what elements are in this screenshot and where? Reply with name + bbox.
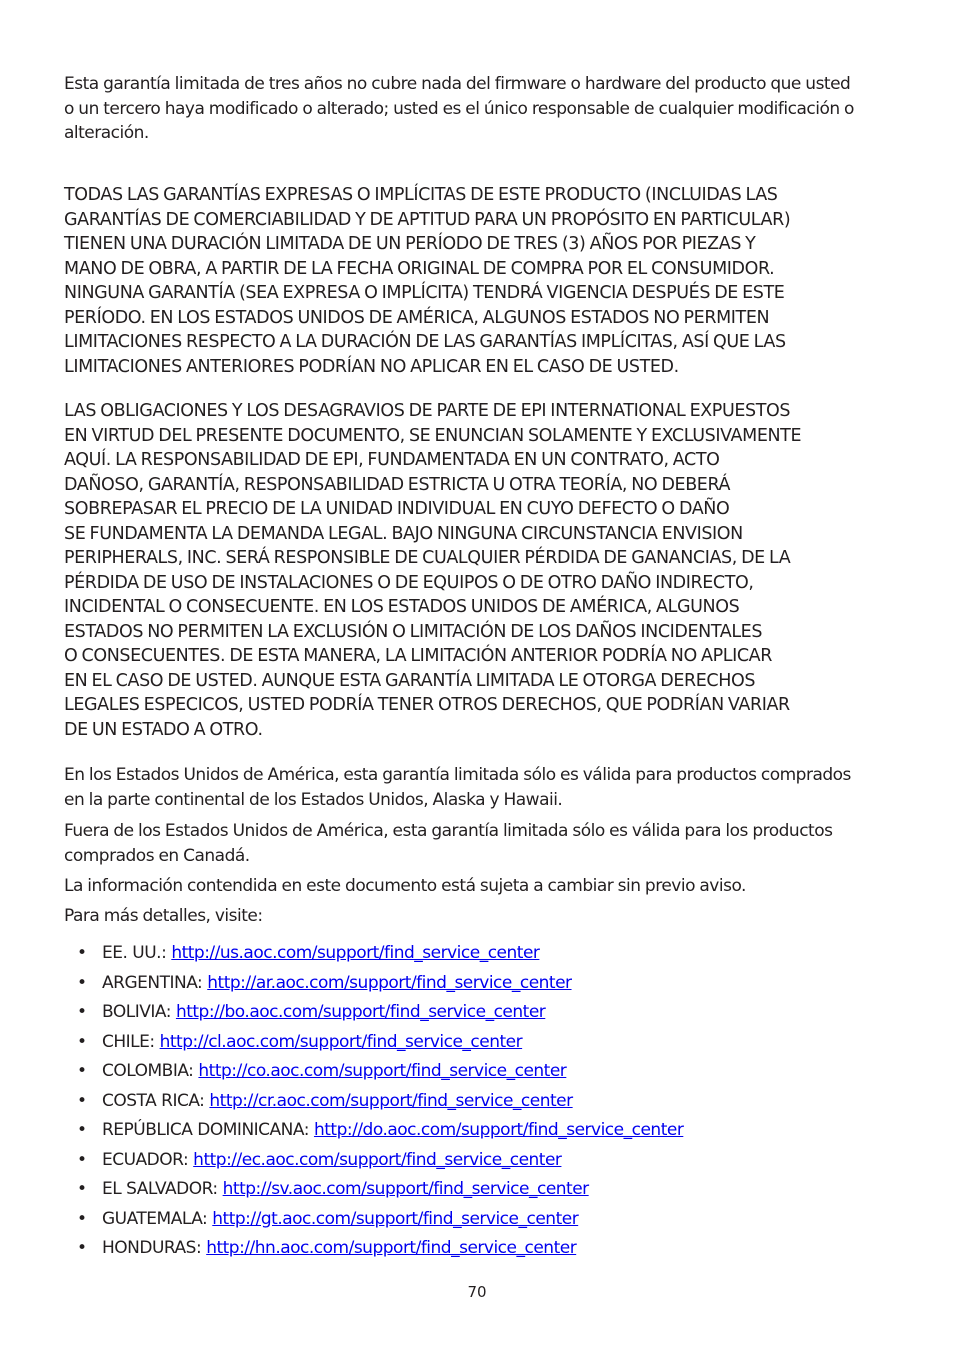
text-line: SE FUNDAMENTA LA DEMANDA LEGAL. BAJO NINGUNA CIRCUNSTANCIA ENVISION bbox=[64, 523, 743, 544]
text-line: LIMITACIONES ANTERIORES PODRÍAN NO APLICAR EN EL CASO DE USTED. bbox=[64, 356, 679, 377]
text-line: O CONSECUENTES. DE ESTA MANERA, LA LIMITACIÓN ANTERIOR PODRÍA NO APLICAR bbox=[64, 646, 772, 666]
bullet-icon: • bbox=[77, 1002, 87, 1022]
text-line: comprados en Canadá. bbox=[64, 845, 250, 866]
paragraph-more-details bbox=[64, 904, 892, 929]
list-item-chile bbox=[64, 1028, 892, 1058]
list-item-costa-rica bbox=[64, 1087, 892, 1117]
list-item-dominican-republic bbox=[64, 1116, 892, 1146]
text-line: La información contendida en este documento está sujeta a cambiar sin previo aviso. bbox=[64, 876, 746, 896]
country-label: COLOMBIA: bbox=[102, 1061, 194, 1081]
text-line: Esta garantía limitada de tres años no cubre nada del firmware o hardware del producto que usted bbox=[64, 74, 851, 94]
text-line: o un tercero haya modificado o alterado; usted es el único responsable de cualquier modificación o bbox=[64, 98, 854, 119]
service-center-link-bolivia[interactable]: http://bo.aoc.com/support/find_service_center bbox=[175, 1002, 546, 1022]
service-center-link-honduras[interactable]: http://hn.aoc.com/support/find_service_center bbox=[206, 1238, 577, 1258]
service-center-link-argentina[interactable]: http://ar.aoc.com/support/find_service_center bbox=[207, 972, 572, 993]
text-line: PÉRDIDA DE USO DE INSTALACIONES O DE EQUIPOS O DE OTRO DAÑO INDIRECTO, bbox=[64, 572, 754, 593]
list-item-us bbox=[64, 939, 892, 969]
bullet-icon: • bbox=[77, 972, 87, 993]
bullet-icon: • bbox=[77, 1090, 87, 1111]
text-line: LEGALES ESPECICOS, USTED PODRÍA TENER OTROS DERECHOS, QUE PODRÍAN VARIAR bbox=[64, 695, 790, 715]
text-line: EN EL CASO DE USTED. AUNQUE ESTA GARANTÍA LIMITADA LE OTORGA DERECHOS bbox=[64, 670, 756, 691]
text-line: AQUÍ. LA RESPONSABILIDAD DE EPI, FUNDAMENTADA EN UN CONTRATO, ACTO bbox=[64, 450, 720, 470]
paragraph-implied-warranties bbox=[64, 183, 892, 379]
text-line: PERÍODO. EN LOS ESTADOS UNIDOS DE AMÉRICA, ALGUNOS ESTADOS NO PERMITEN bbox=[64, 307, 770, 328]
text-line: PERIPHERALS, INC. SERÁ RESPONSIBLE DE CUALQUIER PÉRDIDA DE GANANCIAS, DE LA bbox=[64, 548, 791, 568]
text-line: DAÑOSO, GARANTÍA, RESPONSABILIDAD ESTRICTA U OTRA TEORÍA, NO DEBERÁ bbox=[64, 474, 731, 495]
country-label: CHILE: bbox=[102, 1031, 155, 1052]
list-item-colombia bbox=[64, 1057, 892, 1087]
text-line: DE UN ESTADO A OTRO. bbox=[64, 719, 263, 740]
text-line: LAS OBLIGACIONES Y LOS DESAGRAVIOS DE PARTE DE EPI INTERNATIONAL EXPUESTOS bbox=[64, 401, 791, 421]
bullet-icon: • bbox=[77, 1061, 87, 1081]
country-label: HONDURAS: bbox=[102, 1238, 202, 1258]
text-line: NINGUNA GARANTÍA (SEA EXPRESA O IMPLÍCITA) TENDRÁ VIGENCIA DESPUÉS DE ESTE bbox=[64, 283, 785, 303]
text-line: En los Estados Unidos de América, esta garantía limitada sólo es válida para productos comprados bbox=[64, 765, 851, 785]
list-item-guatemala bbox=[64, 1205, 892, 1235]
list-item-ecuador bbox=[64, 1146, 892, 1176]
country-label: ECUADOR: bbox=[102, 1149, 189, 1170]
text-line: EN VIRTUD DEL PRESENTE DOCUMENTO, SE ENUNCIAN SOLAMENTE Y EXCLUSIVAMENTE bbox=[64, 425, 802, 446]
list-item-bolivia bbox=[64, 998, 892, 1028]
bullet-icon: • bbox=[77, 1238, 87, 1258]
country-label: EE. UU.: bbox=[102, 943, 167, 963]
text-line: Para más detalles, visite: bbox=[64, 906, 263, 926]
list-item-argentina bbox=[64, 969, 892, 999]
service-center-list bbox=[64, 939, 892, 1264]
service-center-link-colombia[interactable]: http://co.aoc.com/support/find_service_center bbox=[198, 1061, 567, 1081]
paragraph-notice bbox=[64, 874, 892, 899]
country-label: COSTA RICA: bbox=[102, 1090, 205, 1111]
list-item-el-salvador bbox=[64, 1175, 892, 1205]
text-line: TODAS LAS GARANTÍAS EXPRESAS O IMPLÍCITAS DE ESTE PRODUCTO (INCLUIDAS LAS bbox=[64, 185, 778, 205]
bullet-icon: • bbox=[77, 1120, 87, 1140]
text-line: TIENEN UNA DURACIÓN LIMITADA DE UN PERÍODO DE TRES (3) AÑOS POR PIEZAS Y bbox=[64, 234, 756, 254]
page-number: 70 bbox=[467, 1283, 487, 1301]
service-center-link-ecuador[interactable]: http://ec.aoc.com/support/find_service_center bbox=[193, 1149, 562, 1170]
paragraph-outside-us-coverage bbox=[64, 819, 892, 868]
service-center-link-el-salvador[interactable]: http://sv.aoc.com/support/find_service_center bbox=[222, 1179, 589, 1199]
paragraph-liability-limits bbox=[64, 399, 892, 742]
bullet-icon: • bbox=[77, 1179, 87, 1199]
text-line: LIMITACIONES RESPECTO A LA DURACIÓN DE LAS GARANTÍAS IMPLÍCITAS, ASÍ QUE LAS bbox=[64, 332, 786, 352]
service-center-link-chile[interactable]: http://cl.aoc.com/support/find_service_center bbox=[159, 1031, 523, 1052]
text-line: GARANTÍAS DE COMERCIABILIDAD Y DE APTITUD PARA UN PROPÓSITO EN PARTICULAR) bbox=[64, 209, 791, 230]
service-center-link-guatemala[interactable]: http://gt.aoc.com/support/find_service_center bbox=[212, 1208, 579, 1229]
text-line: en la parte continental de los Estados Unidos, Alaska y Hawaii. bbox=[64, 789, 563, 810]
country-label: GUATEMALA: bbox=[102, 1208, 208, 1229]
list-item-honduras bbox=[64, 1234, 892, 1264]
country-label: BOLIVIA: bbox=[102, 1002, 171, 1022]
text-line: alteración. bbox=[64, 123, 149, 143]
paragraph-us-coverage bbox=[64, 763, 892, 812]
bullet-icon: • bbox=[77, 1208, 87, 1229]
text-line: INCIDENTAL O CONSECUENTE. EN LOS ESTADOS UNIDOS DE AMÉRICA, ALGUNOS bbox=[64, 597, 740, 617]
bullet-icon: • bbox=[77, 943, 87, 963]
country-label: ARGENTINA: bbox=[102, 972, 203, 993]
text-line: SOBREPASAR EL PRECIO DE LA UNIDAD INDIVIDUAL EN CUYO DEFECTO O DAÑO bbox=[64, 499, 730, 519]
country-label: EL SALVADOR: bbox=[102, 1179, 218, 1199]
bullet-icon: • bbox=[77, 1149, 87, 1170]
country-label: REPÚBLICA DOMINICANA: bbox=[102, 1120, 309, 1140]
service-center-link-costa-rica[interactable]: http://cr.aoc.com/support/find_service_center bbox=[209, 1090, 573, 1111]
text-line: Fuera de los Estados Unidos de América, esta garantía limitada sólo es válida para los productos bbox=[64, 821, 833, 841]
service-center-link-us[interactable]: http://us.aoc.com/support/find_service_center bbox=[171, 943, 540, 963]
paragraph-firmware-exclusion bbox=[64, 72, 892, 146]
service-center-link-dominican-republic[interactable]: http://do.aoc.com/support/find_service_center bbox=[313, 1120, 684, 1140]
bullet-icon: • bbox=[77, 1031, 87, 1052]
text-line: ESTADOS NO PERMITEN LA EXCLUSIÓN O LIMITACIÓN DE LOS DAÑOS INCIDENTALES bbox=[64, 621, 763, 642]
text-line: MANO DE OBRA, A PARTIR DE LA FECHA ORIGINAL DE COMPRA POR EL CONSUMIDOR. bbox=[64, 258, 775, 279]
